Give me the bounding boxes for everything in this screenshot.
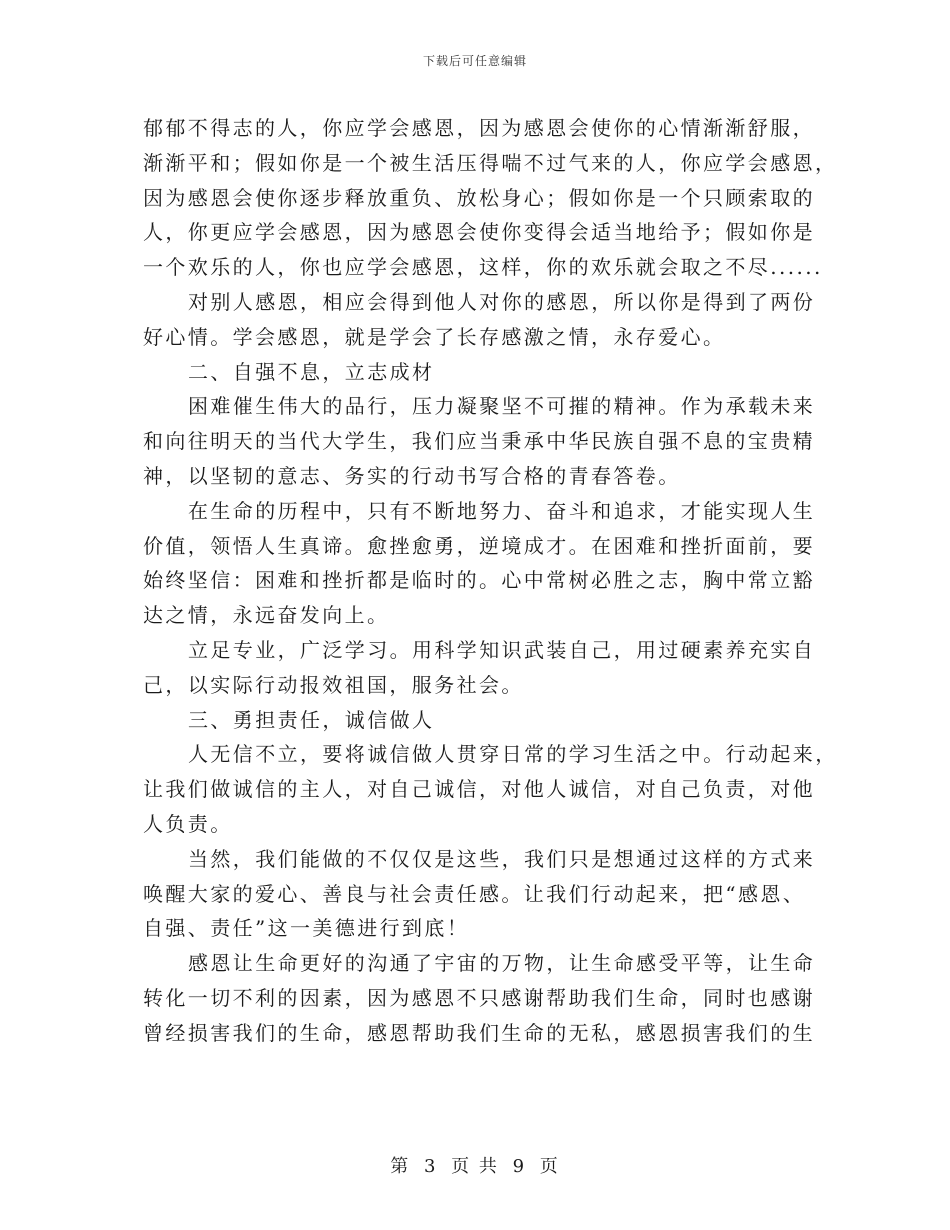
paragraph-line: 好心情。学会感恩，就是学会了长存感激之情，永存爱心。 [143, 324, 726, 349]
paragraph-line: 转化一切不利的因素，因为感恩不只感谢帮助我们生命，同时也感谢 [143, 985, 815, 1010]
paragraph-line: 立足专业，广泛学习。用科学知识武装自己，用过硬素养充实自 [188, 637, 816, 662]
paragraph-line: 曾经损害我们的生命，感恩帮助我们生命的无私，感恩损害我们的生 [143, 1020, 815, 1045]
paragraph-line: 自强、责任”这一美德进行到底！ [143, 916, 470, 941]
page-label-prefix: 第 [390, 1156, 411, 1177]
paragraph-line: 当然，我们能做的不仅仅是这些，我们只是想通过这样的方式来 [188, 846, 816, 871]
paragraph-line: 唤醒大家的爱心、善良与社会责任感。让我们行动起来，把“感恩、 [143, 881, 806, 906]
paragraph-line: 郁郁不得志的人，你应学会感恩，因为感恩会使你的心情渐渐舒服， [143, 116, 815, 140]
paragraph-line: 感恩让生命更好的沟通了宇宙的万物，让生命感受平等，让生命 [188, 951, 816, 976]
paragraph-line: 神，以坚韧的意志、务实的行动书写合格的青春答卷。 [143, 463, 681, 488]
paragraph-line: 价值，领悟人生真谛。愈挫愈勇，逆境成才。在困难和挫折面前，要 [143, 533, 815, 558]
paragraph-line: 让我们做诚信的主人，对自己诚信，对他人诚信，对自己负责，对他 [143, 777, 815, 802]
paragraph-line: 始终坚信：困难和挫折都是临时的。心中常树必胜之志，胸中常立豁 [143, 568, 815, 593]
paragraph-line: 对别人感恩，相应会得到他人对你的感恩，所以你是得到了两份 [188, 289, 816, 314]
paragraph-line: 和向往明天的当代大学生，我们应当秉承中华民族自强不息的宝贵精 [143, 429, 815, 454]
paragraph-line: 一个欢乐的人，你也应学会感恩，这样，你的欢乐就会取之不尽...... [143, 255, 823, 280]
paragraph-line: 困难催生伟大的品行，压力凝聚坚不可摧的精神。作为承载未来 [188, 394, 816, 419]
section-heading: 二、自强不息，立志成材 [188, 359, 435, 384]
paragraph-line: 达之情，永远奋发向上。 [143, 603, 390, 628]
current-page-number: 3 [423, 1156, 438, 1177]
paragraph-line: 渐渐平和；假如你是一个被生活压得喘不过气来的人，你应学会感恩， [143, 150, 838, 175]
paragraph-line: 人，你更应学会感恩，因为感恩会使你变得会适当地给予；假如你是 [143, 220, 815, 245]
total-page-count: 9 [512, 1156, 527, 1177]
paragraph-line: 人负责。 [143, 811, 233, 836]
page-header: 下载后可任意编辑 [422, 54, 527, 68]
paragraph-line: 因为感恩会使你逐步释放重负、放松身心；假如你是一个只顾索取的 [143, 185, 815, 210]
page-label-suffix: 页 [539, 1156, 560, 1177]
paragraph-line: 己，以实际行动报效祖国，服务社会。 [143, 672, 524, 697]
page-number-footer [0, 1152, 950, 1178]
page-label-mid: 页 共 [451, 1156, 499, 1177]
document-body [143, 111, 838, 1051]
paragraph-line: 人无信不立，要将诚信做人贯穿日常的学习生活之中。行动起来， [188, 742, 838, 767]
paragraph-line: 在生命的历程中，只有不断地努力、奋斗和追求，才能实现人生 [188, 498, 816, 523]
section-heading: 三、勇担责任，诚信做人 [188, 707, 435, 732]
